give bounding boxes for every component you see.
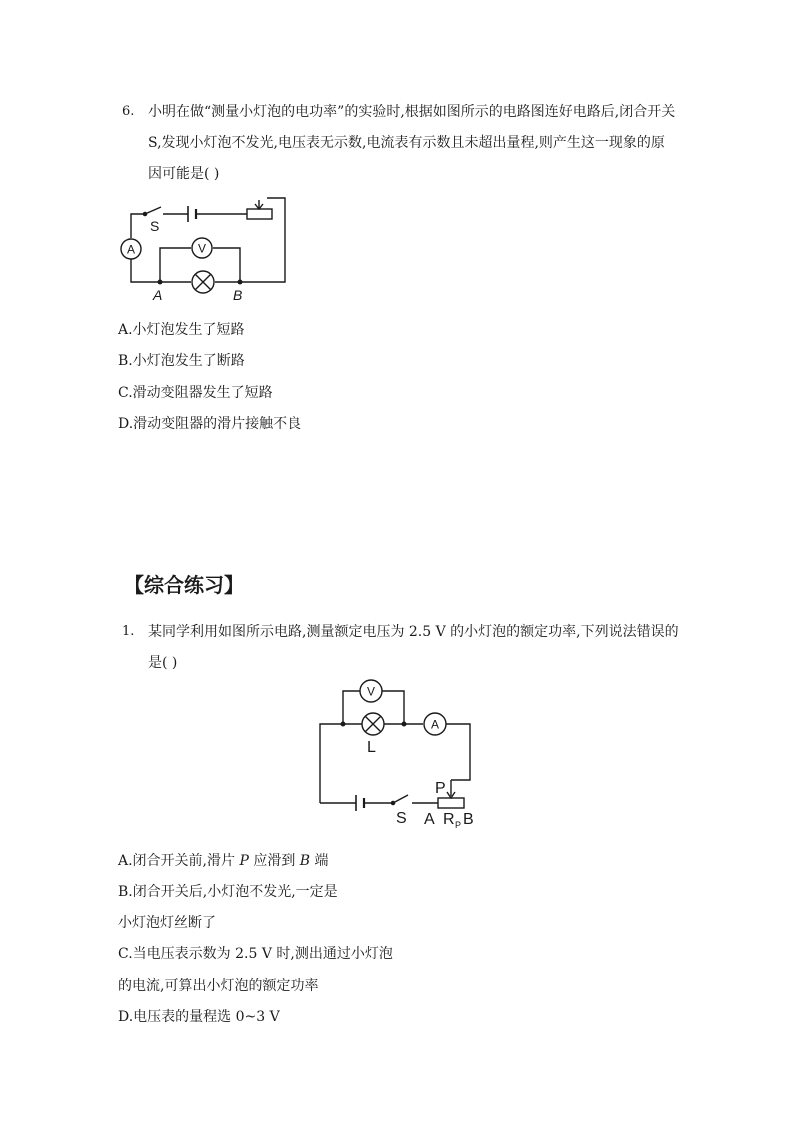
q6-ammeter-label: A: [126, 242, 136, 257]
q1-option-c-line-2: 的电流,可算出小灯泡的额定功率: [118, 978, 319, 994]
q6-option-c: C.滑动变阻器发生了短路: [118, 385, 273, 401]
q1-option-c-line-1: C.当电压表示数为 2.5 V 时,测出通过小灯泡: [118, 946, 393, 962]
q1-option-a-middle: 应滑到: [248, 853, 300, 869]
q6-number: 6.: [122, 104, 135, 119]
q1-voltmeter-label: V: [366, 684, 376, 699]
q1-end-b-label: B: [463, 811, 474, 828]
q1-rheostat-symbol: [438, 798, 464, 808]
q6-stem-line-3: 因可能是( ): [148, 166, 220, 182]
q6-ammeter-symbol: [121, 239, 141, 259]
q1-stem-line-2: 是( ): [148, 655, 178, 671]
q6-option-b: B.小灯泡发生了断路: [118, 353, 245, 369]
q1-option-a-prefix: A.闭合开关前,滑片: [118, 853, 240, 869]
q1-stem-line-1: 某同学利用如图所示电路,测量额定电压为 2.5 V 的小灯泡的额定功率,下列说法错误的: [148, 624, 679, 640]
q1-slider-label: P: [435, 780, 446, 797]
q1-option-d: D.电压表的量程选 0~3 V: [118, 1009, 280, 1025]
q1-option-a-var-p: P: [239, 853, 249, 869]
q1-ammeter-symbol: [424, 713, 446, 735]
q6-voltmeter-symbol: [192, 238, 212, 258]
q6-stem-line-1: 小明在做“测量小灯泡的电功率”的实验时,根据如图所示的电路图连好电路后,闭合开关: [148, 104, 676, 120]
q6-lamp-symbol: [192, 271, 214, 293]
q1-option-a-var-b: B: [299, 853, 311, 869]
q1-option-b-line-2: 小灯泡灯丝断了: [118, 915, 216, 931]
q1-option-b-line-1: B.闭合开关后,小灯泡不发光,一定是: [118, 884, 338, 900]
q6-point-a-label: A: [153, 287, 163, 303]
q1-switch-label: S: [396, 810, 407, 827]
q6-option-d: D.滑动变阻器的滑片接触不良: [118, 416, 302, 432]
section-heading: 【综合练习】: [124, 573, 244, 597]
q6-stem-line-2: S,发现小灯泡不发光,电压表无示数,电流表有示数且未超出量程,则产生这一现象的原: [148, 135, 665, 151]
q1-option-a: [118, 851, 329, 871]
q1-rheostat-subscript: P: [455, 820, 462, 830]
q6-voltmeter-label: V: [197, 241, 207, 256]
q6-switch-label: S: [150, 218, 160, 234]
q1-lamp-symbol: [362, 713, 384, 735]
q6-point-b-label: B: [233, 287, 243, 303]
q1-rheostat-label: R: [443, 811, 455, 828]
q1-ammeter-label: A: [430, 717, 440, 732]
q6-option-a: A.小灯泡发生了短路: [118, 322, 245, 338]
q1-option-a-suffix: 端: [310, 853, 329, 869]
q1-voltmeter-symbol: [360, 680, 382, 702]
q1-number: 1.: [122, 624, 135, 639]
q1-lamp-label: L: [367, 739, 376, 756]
q1-end-a-label: A: [424, 811, 435, 828]
